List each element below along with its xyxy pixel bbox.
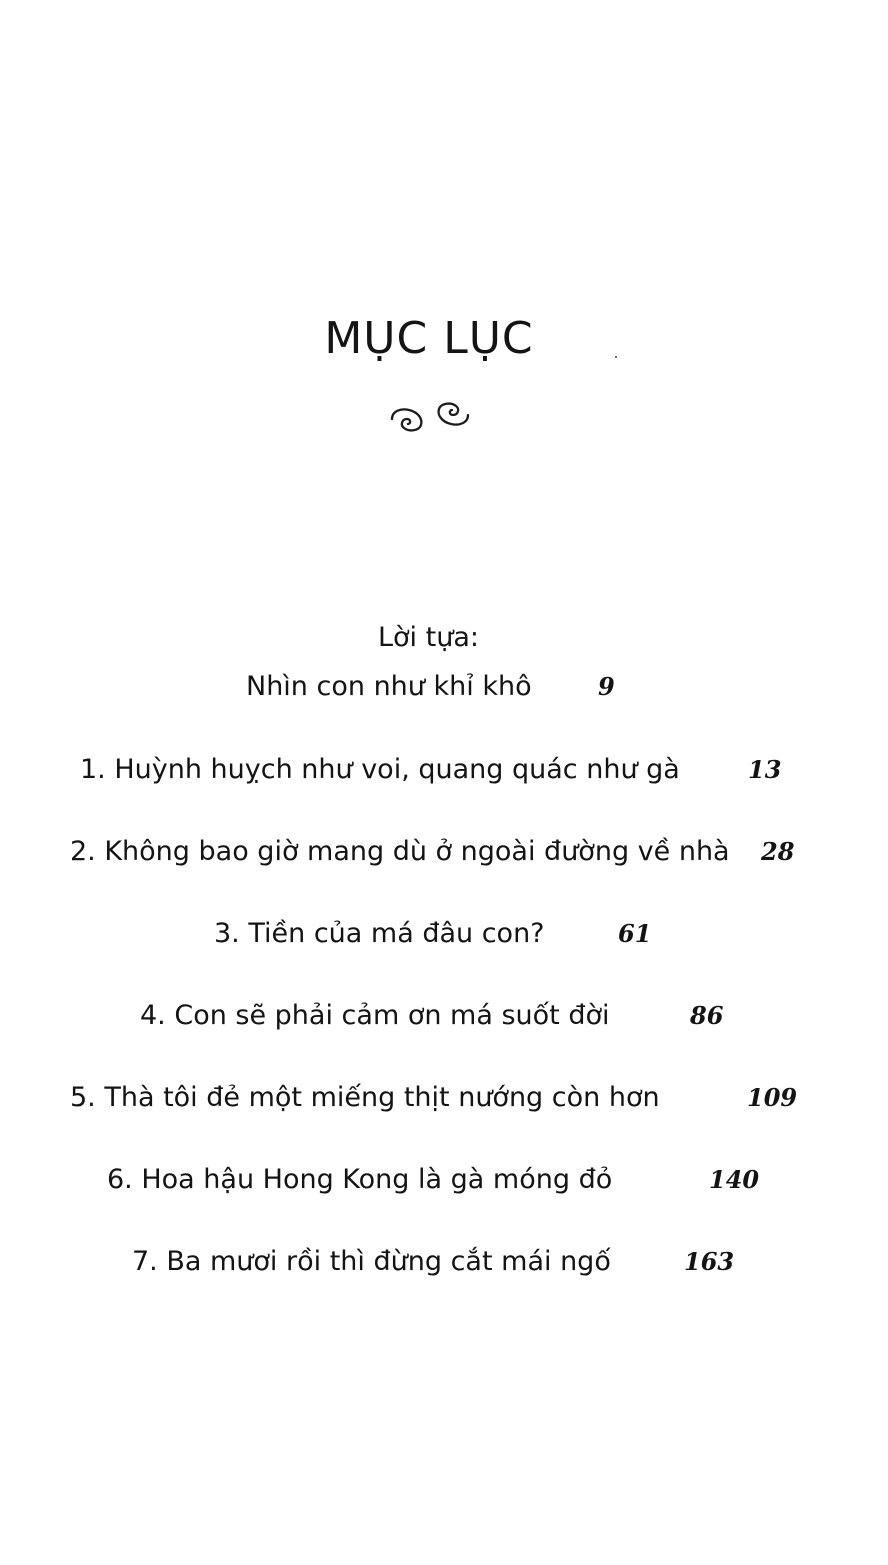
toc-entry-title: 1. Huỳnh huỵch như voi, quang quác như gà — [80, 754, 680, 785]
page-title: MỤC LỤC — [324, 313, 534, 365]
toc-entry-7[interactable] — [0, 1240, 888, 1284]
toc-entry-title: 6. Hoa hậu Hong Kong là gà móng đỏ — [107, 1164, 613, 1195]
toc-entry-title: Nhìn con như khỉ khô — [246, 671, 532, 702]
toc-entry-page: 86 — [690, 1001, 724, 1030]
toc-entry-title: 2. Không bao giờ mang dù ở ngoài đường về nhà — [70, 836, 730, 867]
toc-entry-title: 7. Ba mươi rồi thì đừng cắt mái ngố — [132, 1246, 611, 1277]
toc-entry-page: 163 — [684, 1247, 735, 1276]
toc-entry-page: 140 — [709, 1165, 760, 1194]
toc-entry-2[interactable] — [0, 830, 888, 874]
toc-entry-4[interactable] — [0, 994, 888, 1038]
toc-entry-3[interactable] — [0, 912, 888, 956]
toc-entry-page: 13 — [748, 755, 782, 784]
toc-entry-page: 9 — [598, 672, 615, 701]
toc-entry-page: 28 — [761, 837, 795, 866]
toc-entry-title: 4. Con sẽ phải cảm ơn má suốt đời — [140, 1000, 610, 1031]
toc-entry-1[interactable] — [0, 748, 888, 792]
swirl-ornament-icon — [387, 401, 473, 433]
preface-label: Lời tựa: — [378, 622, 479, 653]
print-speck — [615, 356, 617, 358]
toc-entry-page: 109 — [747, 1083, 798, 1112]
preface-label-line — [0, 616, 888, 660]
toc-entry-5[interactable] — [0, 1076, 888, 1120]
toc-entry-title: 3. Tiền của má đâu con? — [214, 918, 545, 949]
toc-entry-title: 5. Thà tôi đẻ một miếng thịt nướng còn hơn — [70, 1082, 660, 1113]
toc-entry-preface[interactable] — [0, 665, 888, 709]
toc-entry-page: 61 — [618, 919, 652, 948]
toc-entry-6[interactable] — [0, 1158, 888, 1202]
